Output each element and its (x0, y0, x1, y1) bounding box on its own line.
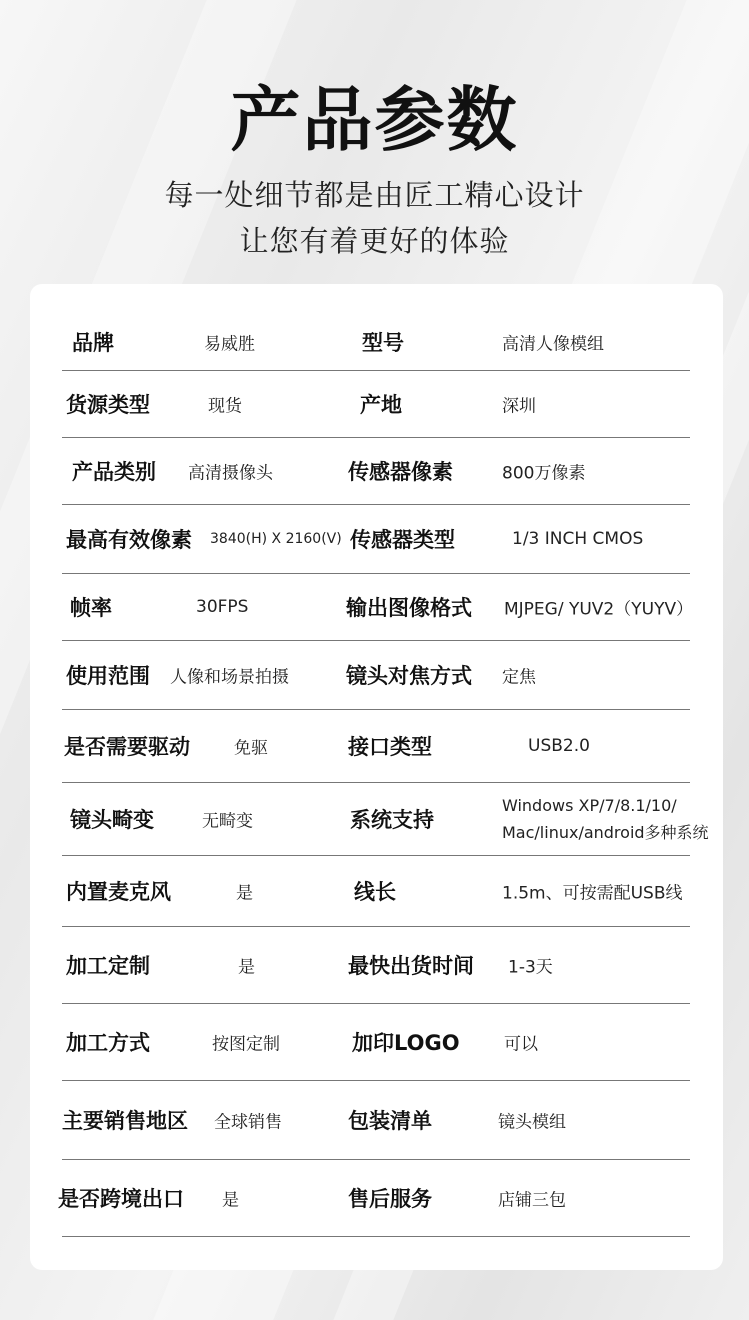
spec-label: 镜头对焦方式 (346, 664, 472, 688)
spec-label: 输出图像格式 (346, 596, 472, 620)
spec-label: 产品类别 (72, 460, 156, 484)
spec-value: 人像和场景拍摄 (170, 667, 289, 688)
spec-label: 加工方式 (66, 1031, 150, 1055)
spec-value: 1-3天 (508, 957, 553, 978)
table-row (62, 1004, 690, 1081)
spec-value: 是 (236, 883, 253, 904)
spec-value: 高清摄像头 (188, 463, 273, 484)
spec-value: 1.5m、可按需配USB线 (502, 883, 683, 904)
table-row (62, 438, 690, 505)
spec-value-line: Windows XP/7/8.1/10/ (502, 796, 677, 815)
table-row (58, 1160, 690, 1237)
subtitle-line-1: 每一处细节都是由匠工精心设计 (164, 178, 585, 212)
page-title: 产品参数 (230, 79, 519, 161)
table-row (62, 371, 690, 438)
spec-label: 加印LOGO (352, 1031, 460, 1055)
spec-value: 按图定制 (212, 1034, 280, 1055)
spec-value: 免驱 (234, 738, 268, 759)
table-row (62, 505, 690, 574)
spec-value: 高清人像模组 (502, 334, 604, 355)
spec-label: 系统支持 (350, 808, 434, 832)
spec-value: 800万像素 (502, 463, 586, 484)
table-row (62, 783, 709, 856)
spec-label: 接口类型 (348, 735, 432, 759)
spec-value: 1/3 INCH CMOS (512, 529, 644, 549)
spec-value: 3840(H) X 2160(V) (210, 531, 342, 547)
spec-label: 品牌 (72, 331, 114, 355)
spec-label: 是否需要驱动 (64, 735, 190, 759)
spec-table (58, 314, 709, 1237)
spec-value: 深圳 (502, 396, 536, 417)
spec-value: 定焦 (502, 667, 536, 688)
spec-value: 现货 (208, 396, 242, 417)
spec-label: 包装清单 (348, 1109, 432, 1133)
spec-label: 最快出货时间 (348, 954, 474, 978)
spec-label: 传感器类型 (350, 528, 455, 552)
spec-value: 店铺三包 (498, 1190, 566, 1211)
spec-label: 是否跨境出口 (58, 1187, 184, 1211)
table-row (62, 1081, 690, 1160)
spec-label: 最高有效像素 (66, 528, 192, 552)
spec-value: 可以 (504, 1034, 538, 1055)
spec-value: 镜头模组 (498, 1112, 566, 1133)
spec-label: 传感器像素 (348, 460, 453, 484)
spec-value: 易威胜 (204, 334, 255, 355)
spec-value: 是 (238, 957, 255, 978)
spec-label: 型号 (362, 331, 404, 355)
table-row (62, 927, 690, 1004)
spec-value: 30FPS (196, 597, 249, 617)
spec-label: 镜头畸变 (70, 808, 154, 832)
spec-value: 是 (222, 1190, 239, 1211)
spec-label: 帧率 (70, 596, 112, 620)
table-row (62, 574, 694, 641)
table-row (62, 710, 690, 783)
spec-card (30, 284, 723, 1270)
spec-value-line: Mac/linux/android多种系统 (502, 823, 709, 842)
table-row (62, 314, 690, 371)
spec-value (502, 792, 732, 846)
spec-value: 全球销售 (214, 1112, 282, 1133)
spec-label: 线长 (354, 880, 396, 904)
spec-value: 无畸变 (202, 811, 253, 832)
spec-value: MJPEG/ YUV2（YUYV） (504, 599, 694, 620)
spec-label: 产地 (360, 393, 402, 417)
spec-label: 售后服务 (348, 1187, 432, 1211)
spec-label: 加工定制 (66, 954, 150, 978)
table-row (62, 856, 690, 927)
spec-value: USB2.0 (528, 736, 590, 756)
table-row (62, 641, 690, 710)
spec-label: 货源类型 (66, 393, 150, 417)
subtitle-line-2: 让您有着更好的体验 (239, 224, 510, 258)
spec-label: 内置麦克风 (66, 880, 171, 904)
spec-label: 主要销售地区 (62, 1109, 188, 1133)
spec-label: 使用范围 (66, 664, 150, 688)
